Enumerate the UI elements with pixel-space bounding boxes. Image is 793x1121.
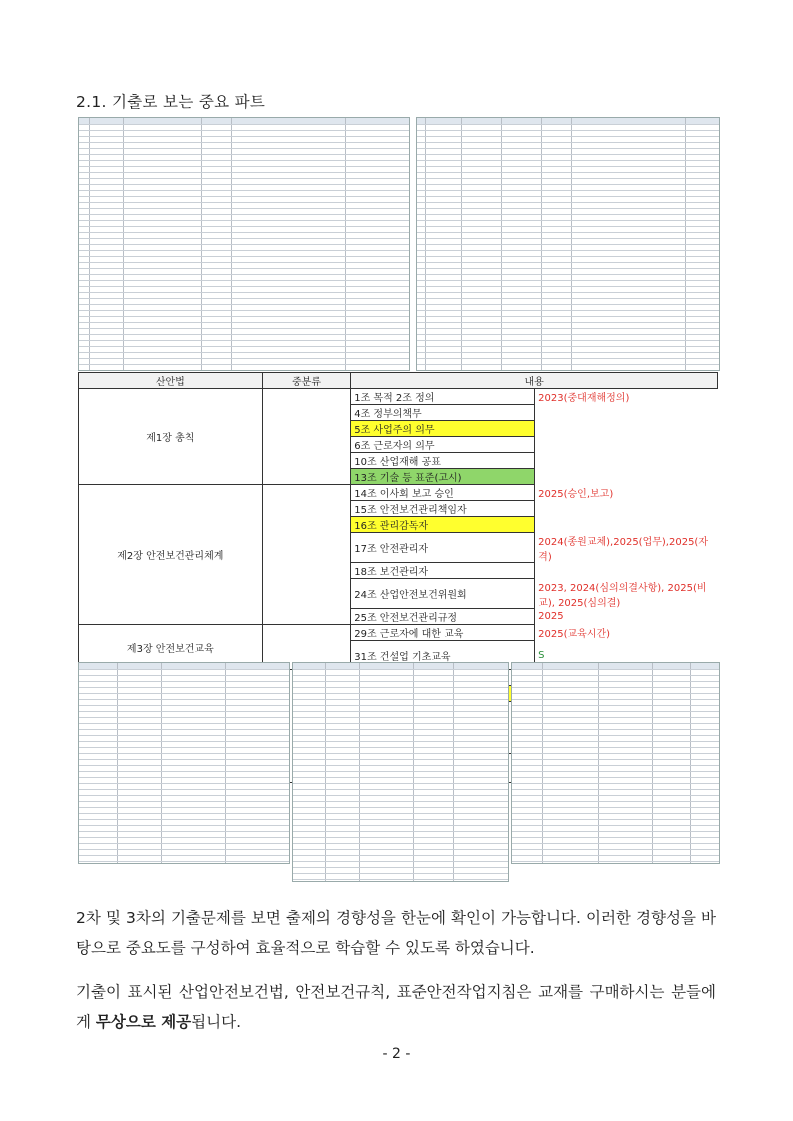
sheet-row-line (293, 675, 508, 676)
sheet-row-line (79, 687, 289, 688)
article-cell: 1조 목적 2조 정의 (351, 389, 535, 405)
sheet-row-line (293, 861, 508, 862)
exam-note (535, 469, 718, 485)
sheet-row-line (79, 136, 409, 137)
sheet-row-line (79, 861, 289, 862)
sheet-row-line (512, 849, 719, 850)
sheet-row-line (79, 699, 289, 700)
sheet-row-line (293, 747, 508, 748)
sheet-row-line (293, 681, 508, 682)
sheet-row-line (293, 789, 508, 790)
sheet-row-line (79, 783, 289, 784)
sheet-row-line (512, 699, 719, 700)
sheet-row-line (79, 190, 409, 191)
sheet-row-line (79, 250, 409, 251)
sheet-row-line (293, 723, 508, 724)
sheet-row-line (512, 795, 719, 796)
sheet-row-line (79, 801, 289, 802)
exam-note (535, 437, 718, 453)
sheet-row-line (79, 711, 289, 712)
sheet-row-line (417, 286, 719, 287)
paragraph-free-offer (76, 977, 716, 1037)
sheet-row-line (417, 304, 719, 305)
sheet-row-line (417, 334, 719, 335)
sheet-row-line (79, 340, 409, 341)
sheet-row-line (512, 735, 719, 736)
sheet-row-line (79, 753, 289, 754)
sheet-row-line (79, 292, 409, 293)
sheet-row-line (79, 304, 409, 305)
sheet-row-line (417, 256, 719, 257)
sheet-row-line (417, 328, 719, 329)
sheet-row-line (293, 753, 508, 754)
sheet-row-line (79, 771, 289, 772)
sheet-row-line (417, 346, 719, 347)
header-law: 산안법 (79, 373, 263, 389)
exam-note: 2025(교육시간) (538, 629, 611, 640)
sheet-row-line (79, 172, 409, 173)
sheet-row-line (79, 124, 409, 125)
sheet-row-line (417, 280, 719, 281)
sheet-row-line (79, 352, 409, 353)
sheet-row-line (293, 867, 508, 868)
sheet-row-line (79, 166, 409, 167)
sheet-row-line (79, 268, 409, 269)
exam-note: 2023(중대재해정의) (538, 393, 630, 405)
sheet-row-line (79, 220, 409, 221)
sheet-row-line (512, 747, 719, 748)
sheet-row-line (512, 741, 719, 742)
sheet-row-line (79, 705, 289, 706)
sheet-row-line (293, 699, 508, 700)
paragraph-free-offer-emphasis: 무상으로 제공 (95, 1013, 192, 1031)
sheet-row-line (293, 837, 508, 838)
exam-note (535, 501, 718, 517)
sheet-row-line (79, 729, 289, 730)
sheet-row-line (79, 280, 409, 281)
article-cell: 17조 안전관리자 (351, 533, 535, 563)
sheet-row-line (293, 801, 508, 802)
sheet-row-line (79, 130, 409, 131)
article-cell: 24조 산업안전보건위원회 (351, 579, 535, 609)
article-cell: 13조 기술 등 표준(고시) (351, 469, 535, 485)
sheet-row-line (79, 154, 409, 155)
exam-note (535, 453, 718, 469)
sheet-row-line (417, 274, 719, 275)
sheet-row-line (293, 849, 508, 850)
sheet-row-line (79, 735, 289, 736)
sheet-row-line (79, 286, 409, 287)
sheet-row-line (512, 843, 719, 844)
sheet-row-line (417, 172, 719, 173)
sheet-row-line (79, 669, 289, 670)
article-cell: 16조 관리감독자 (351, 517, 535, 533)
article-cell: 14조 이사회 보고 승인 (351, 485, 535, 501)
sheet-row-line (417, 238, 719, 239)
sheet-row-line (293, 831, 508, 832)
sheet-row-line (512, 855, 719, 856)
sheet-row-line (293, 735, 508, 736)
sheet-row-line (79, 184, 409, 185)
sheet-row-line (512, 759, 719, 760)
exam-note (535, 563, 718, 579)
sheet-row-line (293, 843, 508, 844)
sheet-row-line (417, 226, 719, 227)
sheet-row-line (79, 142, 409, 143)
sheet-row-line (417, 310, 719, 311)
sheet-row-line (417, 136, 719, 137)
exam-note: 2024(종원교체),2025(업무),2025(자격) (538, 536, 708, 563)
table-row (79, 485, 718, 501)
subcategory-cell (262, 389, 351, 485)
sheet-row-line (79, 238, 409, 239)
thumbnail-sheet-top-left (78, 117, 410, 371)
paragraph-trend: 2차 및 3차의 기출문제를 보면 출제의 경향성을 한눈에 확인이 가능합니다. 이러한 경향성을 바탕으로 중요도를 구성하여 효율적으로 학습할 수 있도록 하였습니다. (76, 909, 716, 957)
sheet-row-line (293, 729, 508, 730)
sheet-row-line (512, 819, 719, 820)
sheet-row-line (79, 316, 409, 317)
sheet-row-line (512, 861, 719, 862)
sheet-row-line (293, 819, 508, 820)
sheet-row-line (79, 693, 289, 694)
sheet-row-line (79, 346, 409, 347)
sheet-row-line (293, 855, 508, 856)
main-table (78, 372, 718, 663)
article-cell: 15조 안전보건관리책임자 (351, 501, 535, 517)
sheet-row-line (79, 675, 289, 676)
sheet-row-line (79, 741, 289, 742)
sheet-row-line (512, 837, 719, 838)
sheet-row-line (417, 196, 719, 197)
sheet-row-line (512, 669, 719, 670)
sheet-row-line (79, 843, 289, 844)
sheet-row-line (79, 256, 409, 257)
thumbnail-sheet-bottom-right (511, 662, 720, 864)
sheet-row-line (512, 789, 719, 790)
sheet-row-line (512, 813, 719, 814)
sheet-row-line (293, 807, 508, 808)
sheet-row-line (79, 747, 289, 748)
sheet-row-line (79, 148, 409, 149)
article-cell: 6조 근로자의 의무 (351, 437, 535, 453)
exam-note: 2025(승인,보고) (538, 489, 614, 500)
sheet-row-line (79, 759, 289, 760)
sheet-row-line (417, 148, 719, 149)
sheet-row-line (293, 741, 508, 742)
sheet-row-line (79, 807, 289, 808)
sheet-row-line (417, 142, 719, 143)
sheet-row-line (293, 873, 508, 874)
header-content: 내용 (351, 373, 718, 389)
thumbnail-sheet-bottom-left (78, 662, 290, 864)
sheet-row-line (512, 765, 719, 766)
sheet-row-line (417, 220, 719, 221)
sheet-row-line (293, 813, 508, 814)
sheet-row-line (79, 765, 289, 766)
sheet-row-line (512, 831, 719, 832)
sheet-row-line (79, 364, 409, 365)
thumbnail-sheet-bottom-middle (292, 662, 509, 882)
sheet-row-line (417, 190, 719, 191)
exam-note (535, 421, 718, 437)
sheet-row-line (293, 879, 508, 880)
sheet-row-line (293, 825, 508, 826)
sheet-row-line (79, 777, 289, 778)
sheet-row-line (417, 160, 719, 161)
sheet-row-line (512, 777, 719, 778)
sheet-row-line (79, 831, 289, 832)
sheet-row-line (417, 130, 719, 131)
sheet-row-line (79, 208, 409, 209)
sheet-row-line (417, 316, 719, 317)
sheet-row-line (512, 783, 719, 784)
sheet-row-line (293, 795, 508, 796)
sheet-row-line (417, 232, 719, 233)
sheet-row-line (417, 298, 719, 299)
article-cell: 4조 정부의책무 (351, 405, 535, 421)
sheet-row-line (417, 214, 719, 215)
paragraph-free-offer-end: 됩니다. (191, 1013, 242, 1031)
sheet-row-line (512, 801, 719, 802)
sheet-row-line (293, 765, 508, 766)
article-cell: 29조 근로자에 대한 교육 (351, 625, 535, 641)
table-row (79, 389, 718, 405)
sheet-row-line (79, 855, 289, 856)
sheet-row-line (512, 753, 719, 754)
sheet-row-line (79, 244, 409, 245)
sheet-row-line (512, 705, 719, 706)
sheet-row-line (417, 184, 719, 185)
sheet-row-line (512, 681, 719, 682)
sheet-row-line (512, 675, 719, 676)
article-cell: 18조 보건관리자 (351, 563, 535, 579)
sheet-row-line (79, 813, 289, 814)
sheet-row-line (79, 214, 409, 215)
sheet-row-line (512, 723, 719, 724)
sheet-row-line (79, 274, 409, 275)
sheet-row-line (417, 166, 719, 167)
sheet-row-line (79, 723, 289, 724)
sheet-row-line (293, 771, 508, 772)
sheet-row-line (79, 262, 409, 263)
paragraph-free-offer-text: 기출이 표시된 산업안전보건법, 안전보건규칙, 표준안전작업지침은 교재를 구매하시는 분들에게 (76, 983, 716, 1031)
table-row (79, 625, 718, 641)
sheet-row-line (79, 160, 409, 161)
sheet-row-line (79, 837, 289, 838)
sheet-row-line (79, 681, 289, 682)
sheet-row-line (417, 208, 719, 209)
sheet-row-line (417, 178, 719, 179)
exam-note: 2025 (538, 611, 564, 622)
sheet-row-line (79, 334, 409, 335)
sheet-row-line (79, 298, 409, 299)
exam-note (535, 517, 718, 533)
sheet-row-line (293, 705, 508, 706)
article-cell: 5조 사업주의 의무 (351, 421, 535, 437)
exam-note: S (538, 649, 545, 661)
exam-note (535, 405, 718, 421)
sheet-row-line (79, 202, 409, 203)
sheet-row-line (417, 244, 719, 245)
sheet-row-line (79, 789, 289, 790)
sheet-row-line (512, 693, 719, 694)
page-number: - 2 - (382, 1046, 411, 1062)
sheet-row-line (512, 729, 719, 730)
sheet-row-line (417, 292, 719, 293)
sheet-row-line (79, 178, 409, 179)
sheet-row-line (79, 825, 289, 826)
chapter-cell: 제3장 안전보건교육 (79, 625, 263, 670)
sheet-row-line (293, 783, 508, 784)
exam-note: 2023, 2024(심의의결사항), 2025(비교), 2025(심의결) (538, 582, 707, 609)
sheet-row-line (417, 124, 719, 125)
sheet-row-line (512, 687, 719, 688)
sheet-row-line (79, 849, 289, 850)
sheet-row-line (512, 717, 719, 718)
sheet-row-line (417, 154, 719, 155)
sheet-row-line (79, 819, 289, 820)
header-category: 중분류 (262, 373, 351, 389)
sheet-row-line (512, 807, 719, 808)
sheet-row-line (417, 202, 719, 203)
sheet-row-line (417, 262, 719, 263)
sheet-row-line (79, 310, 409, 311)
sheet-row-line (512, 711, 719, 712)
sheet-row-line (293, 693, 508, 694)
chapter-cell: 제1장 총칙 (79, 389, 263, 485)
sheet-row-line (79, 358, 409, 359)
thumbnail-sheet-top-right (416, 117, 720, 371)
sheet-row-line (417, 268, 719, 269)
sheet-row-line (293, 687, 508, 688)
article-cell: 25조 안전보건관리규정 (351, 609, 535, 625)
sheet-row-line (512, 825, 719, 826)
article-cell: 31조 건설업 기초교육 (351, 641, 535, 670)
sheet-row-line (293, 711, 508, 712)
sheet-row-line (417, 352, 719, 353)
sheet-row-line (79, 717, 289, 718)
sheet-row-line (293, 717, 508, 718)
sheet-row-line (417, 364, 719, 365)
sheet-row-line (293, 777, 508, 778)
section-title: 2.1. 기출로 보는 중요 파트 (76, 93, 266, 111)
sheet-row-line (79, 232, 409, 233)
article-cell: 10조 산업재해 공표 (351, 453, 535, 469)
sheet-row-line (79, 795, 289, 796)
chapter-cell: 제2장 안전보건관리체계 (79, 485, 263, 625)
sheet-row-line (417, 322, 719, 323)
subcategory-cell (262, 485, 351, 625)
sheet-row-line (417, 340, 719, 341)
sheet-row-line (293, 669, 508, 670)
sheet-row-line (79, 226, 409, 227)
sheet-row-line (79, 322, 409, 323)
sheet-row-line (293, 759, 508, 760)
sheet-row-line (512, 771, 719, 772)
sheet-row-line (417, 358, 719, 359)
sheet-row-line (417, 250, 719, 251)
sheet-row-line (79, 196, 409, 197)
sheet-row-line (79, 328, 409, 329)
